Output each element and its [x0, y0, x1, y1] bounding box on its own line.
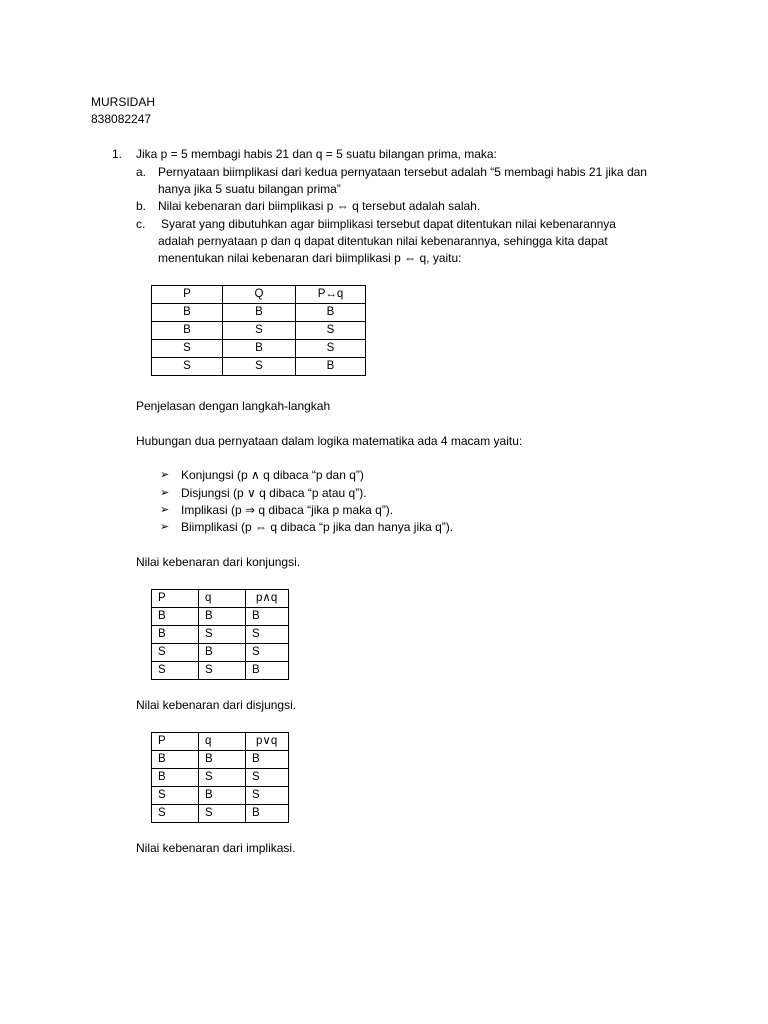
disjungsi-truth-table [151, 732, 289, 823]
bullet-arrow-icon: ➢ [160, 487, 170, 499]
bullet-arrow-icon: ➢ [160, 469, 170, 481]
sub-a-line2: hanya jika 5 suatu bilangan prima” [158, 182, 341, 196]
table-header-cell: q [199, 733, 246, 751]
author-id: 838082247 [91, 112, 152, 126]
table-header-cell: P [152, 590, 199, 608]
table-header-cell: Q [223, 286, 296, 304]
table-row [152, 644, 289, 662]
table-cell: S [199, 626, 246, 644]
table-cell: B [152, 751, 199, 769]
table-row [152, 358, 366, 376]
table-cell: B [246, 662, 289, 680]
table-cell: S [152, 644, 199, 662]
table-cell: S [199, 805, 246, 823]
sub-b-letter: b. [136, 199, 147, 213]
table-cell: S [223, 358, 296, 376]
table-header-cell: p∧q [246, 590, 289, 608]
bullet-implikasi: Implikasi (p ⇒ q dibaca “jika p maka q”). [181, 503, 394, 517]
bullet-konjungsi: Konjungsi (p ∧ q dibaca “p dan q”) [181, 468, 364, 482]
konjungsi-truth-table [151, 589, 289, 680]
question-number: 1. [112, 147, 123, 161]
table-cell: S [246, 644, 289, 662]
sub-c-line1: Syarat yang dibutuhkan agar biimplikasi tersebut dapat ditentukan nilai kebenarannya [161, 217, 616, 231]
table-cell: B [152, 626, 199, 644]
table-header-row [152, 733, 289, 751]
explanation-heading: Penjelasan dengan langkah-langkah [136, 399, 331, 413]
table-cell: B [152, 608, 199, 626]
table-cell: S [223, 322, 296, 340]
sub-c-letter: c. [136, 217, 146, 231]
table-row [152, 340, 366, 358]
table-cell: B [199, 644, 246, 662]
table-cell: S [296, 340, 366, 358]
table-cell: B [199, 608, 246, 626]
table-cell: S [246, 626, 289, 644]
table-cell: S [152, 662, 199, 680]
table-cell: B [223, 304, 296, 322]
table-cell: B [199, 787, 246, 805]
table-cell: S [152, 358, 223, 376]
table-cell: B [152, 322, 223, 340]
sub-b-line1: Nilai kebenaran dari biimplikasi p ⇔ q tersebut adalah salah. [158, 199, 481, 213]
table-cell: S [152, 787, 199, 805]
table-header-cell: P↔q [296, 286, 366, 304]
table-cell: B [152, 304, 223, 322]
bullet-disjungsi: Disjungsi (p ∨ q dibaca “p atau q”). [181, 486, 367, 500]
table-row [152, 787, 289, 805]
table-cell: S [152, 340, 223, 358]
table-row [152, 608, 289, 626]
table-cell: S [152, 805, 199, 823]
sub-c-line3: menentukan nilai kebenaran dari biimplikasi p ⇔ q, yaitu: [158, 251, 462, 265]
table-cell: S [199, 769, 246, 787]
table-cell: B [296, 358, 366, 376]
question-text: Jika p = 5 membagi habis 21 dan q = 5 suatu bilangan prima, maka: [136, 147, 497, 161]
table-header-cell: P [152, 286, 223, 304]
table-cell: B [246, 608, 289, 626]
sub-a-letter: a. [136, 165, 147, 179]
table-cell: B [246, 751, 289, 769]
table-row [152, 322, 366, 340]
relations-intro: Hubungan dua pernyataan dalam logika matematika ada 4 macam yaitu: [136, 434, 523, 448]
bullet-arrow-icon: ➢ [160, 521, 170, 533]
table-row [152, 751, 289, 769]
table-cell: S [246, 787, 289, 805]
table-cell: B [199, 751, 246, 769]
table-cell: S [246, 769, 289, 787]
implikasi-caption: Nilai kebenaran dari implikasi. [136, 841, 296, 855]
table-row [152, 304, 366, 322]
table-cell: B [246, 805, 289, 823]
table-cell: S [296, 322, 366, 340]
sub-a-line1: Pernyataan biimplikasi dari kedua pernyataan tersebut adalah “5 membagi habis 21 jika dan [158, 165, 647, 179]
table-cell: B [223, 340, 296, 358]
table-row [152, 662, 289, 680]
table-cell: B [152, 769, 199, 787]
table-header-cell: P [152, 733, 199, 751]
table-cell: S [199, 662, 246, 680]
table-row [152, 626, 289, 644]
table-header-row [152, 286, 366, 304]
bullet-arrow-icon: ➢ [160, 504, 170, 516]
disjungsi-caption: Nilai kebenaran dari disjungsi. [136, 698, 297, 712]
table-cell: B [296, 304, 366, 322]
bullet-biimplikasi: Biimplikasi (p ⇔ q dibaca “p jika dan hanya jika q”). [181, 520, 454, 534]
table-header-cell: q [199, 590, 246, 608]
table-header-cell: p∨q [246, 733, 289, 751]
sub-c-line2: adalah pernyataan p dan q dapat ditentukan nilai kebenarannya, sehingga kita dapat [158, 234, 608, 248]
konjungsi-caption: Nilai kebenaran dari konjungsi. [136, 555, 301, 569]
table-row [152, 805, 289, 823]
table-row [152, 769, 289, 787]
author-name: MURSIDAH [91, 95, 156, 109]
table-header-row [152, 590, 289, 608]
biimplikasi-truth-table [151, 285, 366, 376]
